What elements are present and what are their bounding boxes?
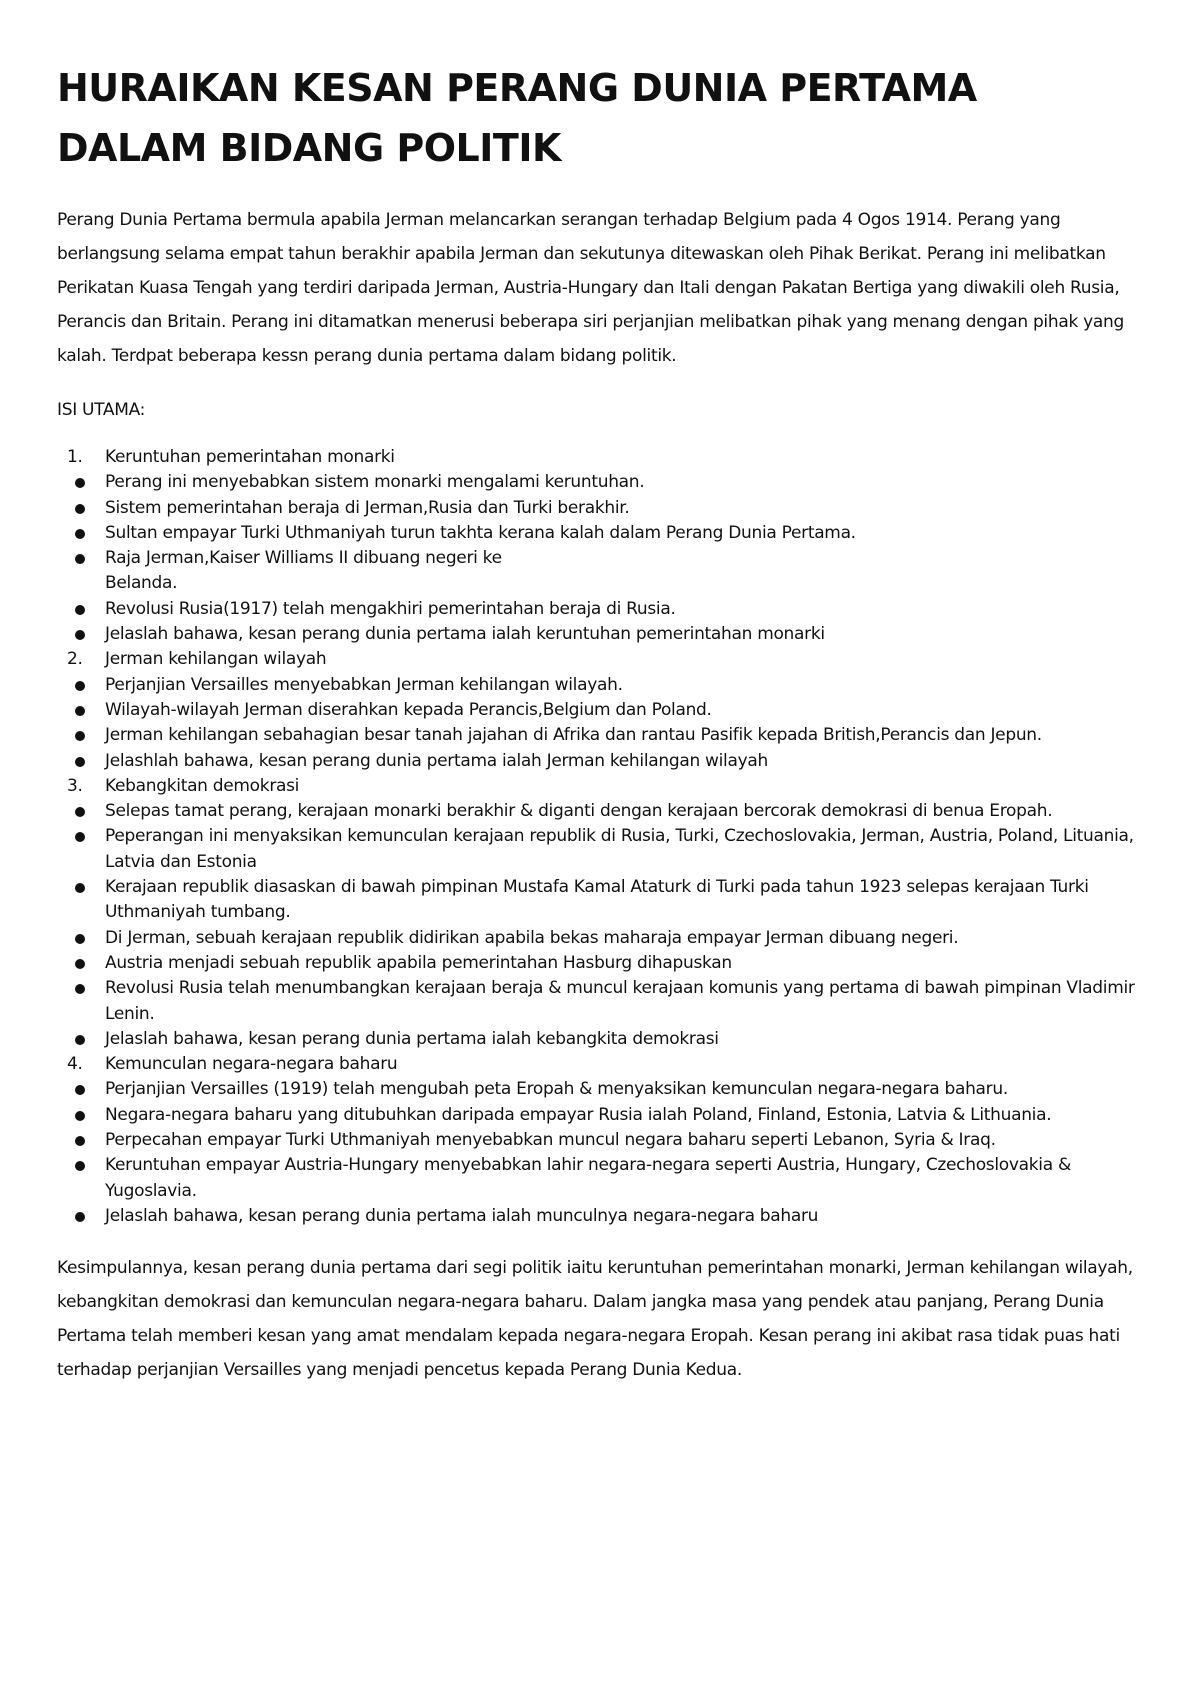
main-points-heading: ISI UTAMA: [57,400,146,420]
intro-paragraph: Perang Dunia Pertama bermula apabila Jerman melancarkan serangan terhadap Belgium pada 4 Ogos 1914. Perang yang berlangsung selama empat tahun berakhir apabila Jerman dan sekutunya ditewaskan oleh Pihak Berikat. Perang ini melibatkan Perikatan Kuasa Tengah yang terdiri daripada Jerman, Austria-Hungary dan Itali dengan Pakatan Bertiga yang diwakili oleh Rusia, Perancis dan Britain. Perang ini ditamatkan menerusi beberapa siri perjanjian melibatkan pihak yang menang dengan pihak yang kalah. Terdpat beberapa kessn perang dunia pertama dalam bidang politik. [57,210,1124,366]
bullet-icon [75,504,85,514]
bullet-text: Selepas tamat perang, kerajaan monarki berakhir & diganti dengan kerajaan bercorak demokrasi di benua Eropah. [105,801,1053,822]
section-heading-text: Kemunculan negara-negara baharu [105,1054,398,1075]
bullet-icon [75,1035,85,1045]
bullet-text: Raja Jerman,Kaiser Williams II dibuang negeri ke Belanda. [105,548,502,594]
title-line-2: DALAM BIDANG POLITIK [57,126,561,170]
bullet-text: Kerajaan republik diasaskan di bawah pimpinan Mustafa Kamal Ataturk di Turki pada tahun 1923 selepas kerajaan Turki Uthmaniyah tumbang. [105,877,1089,923]
bullet-icon [75,554,85,564]
bullet-icon [75,1212,85,1222]
bullet-icon [75,706,85,716]
section-number: 1. [67,447,83,467]
bullet-icon [75,605,85,615]
bullet-text: Jelaslah bahawa, kesan perang dunia pertama ialah kebangkita demokrasi [105,1028,719,1049]
bullet-text: Di Jerman, sebuah kerajaan republik didirikan apabila bekas maharaja empayar Jerman dibuang negeri. [105,927,959,948]
bullet-point [57,976,1157,1027]
bullet-point [57,496,1157,521]
bullet-icon [75,529,85,539]
bullet-icon [75,630,85,640]
section-number: 4. [67,1054,83,1075]
bullet-text: Keruntuhan empayar Austria-Hungary menyebabkan lahir negara-negara seperti Austria, Hungary, Czechoslovakia & Yugoslavia. [105,1155,1071,1201]
bullet-point [57,951,1157,976]
bullet-point [57,1027,1157,1052]
bullet-icon [75,1085,85,1095]
bullet-icon [75,934,85,944]
bullet-point [57,1153,1157,1204]
bullet-point [57,1128,1157,1153]
bullet-point [57,470,1157,495]
bullet-point [57,622,1157,647]
section-number: 3. [67,775,83,796]
bullet-point [57,673,1157,698]
bullet-text: Revolusi Rusia(1917) telah mengakhiri pemerintahan beraja di Rusia. [105,598,676,619]
bullet-text: Perjanjian Versailles (1919) telah mengubah peta Eropah & menyaksikan kemunculan negara-negara baharu. [105,1079,1008,1100]
bullet-icon [75,832,85,842]
bullet-text: Jelaslah bahawa, kesan perang dunia pertama ialah keruntuhan pemerintahan monarki [105,624,825,645]
document-title [57,58,1157,178]
bullet-text: Sultan empayar Turki Uthmaniyah turun takhta kerana kalah dalam Perang Dunia Pertama. [105,522,856,543]
bullet-icon [75,984,85,994]
bullet-point [57,698,1157,723]
bullet-icon [75,807,85,817]
section-heading-text: Keruntuhan pemerintahan monarki [105,447,395,467]
bullet-text: Perpecahan empayar Turki Uthmaniyah menyebabkan muncul negara baharu seperti Lebanon, Syria & Iraq. [105,1130,996,1151]
section-heading-text: Jerman kehilangan wilayah [105,649,327,670]
bullet-icon [75,883,85,893]
bullet-icon [75,681,85,691]
section-heading-text: Kebangkitan demokrasi [105,775,300,796]
bullet-icon [75,731,85,741]
bullet-text: Jelashlah bahawa, kesan perang dunia pertama ialah Jerman kehilangan wilayah [105,750,768,771]
document-page [57,58,1157,1387]
section-heading [57,1052,1157,1077]
section-heading [57,647,1157,672]
bullet-point [57,749,1157,774]
bullet-text: Peperangan ini menyaksikan kemunculan kerajaan republik di Rusia, Turki, Czechoslovakia, Jerman, Austria, Poland, Lituania, Latvia dan Estonia [105,826,1134,872]
main-points-list [57,445,1157,1229]
title-line-1: HURAIKAN KESAN PERANG DUNIA PERTAMA [57,66,977,110]
bullet-text: Perjanjian Versailles menyebabkan Jerman kehilangan wilayah. [105,674,623,695]
section-heading [57,445,1157,470]
bullet-text: Jelaslah bahawa, kesan perang dunia pertama ialah munculnya negara-negara baharu [105,1205,819,1226]
bullet-icon [75,1136,85,1146]
bullet-point [57,723,1157,748]
bullet-icon [75,1161,85,1171]
bullet-point [57,875,1157,926]
bullet-icon [75,757,85,767]
bullet-icon [75,1111,85,1121]
bullet-text: Austria menjadi sebuah republik apabila pemerintahan Hasburg dihapuskan [105,952,732,973]
bullet-point [57,799,1157,824]
bullet-point [57,926,1157,951]
bullet-icon [75,478,85,488]
bullet-point [57,1077,1157,1102]
bullet-text: Wilayah-wilayah Jerman diserahkan kepada Perancis,Belgium dan Poland. [105,699,712,720]
bullet-point [57,546,1157,597]
bullet-point [57,597,1157,622]
bullet-icon [75,959,85,969]
section-heading [57,774,1157,799]
bullet-point [57,521,1157,546]
bullet-text: Jerman kehilangan sebahagian besar tanah jajahan di Afrika dan rantau Pasifik kepada British,Perancis dan Jepun. [105,725,1042,746]
bullet-point [57,824,1157,875]
bullet-text: Negara-negara baharu yang ditubuhkan daripada empayar Rusia ialah Poland, Finland, Estonia, Latvia & Lithuania. [105,1104,1052,1125]
bullet-text: Sistem pemerintahan beraja di Jerman,Rusia dan Turki berakhir. [105,497,630,518]
bullet-point [57,1103,1157,1128]
bullet-text: Perang ini menyebabkan sistem monarki mengalami keruntuhan. [105,472,645,493]
conclusion-paragraph: Kesimpulannya, kesan perang dunia pertama dari segi politik iaitu keruntuhan pemerintahan monarki, Jerman kehilangan wilayah, kebangkitan demokrasi dan kemunculan negara-negara baharu. Dalam jangka masa yang pendek atau panjang, Perang Dunia Pertama telah memberi kesan yang amat mendalam kepada negara-negara Eropah. Kesan perang ini akibat rasa tidak puas hati terhadap perjanjian Versailles yang menjadi pencetus kepada Perang Dunia Kedua. [57,1258,1133,1381]
bullet-point [57,1204,1157,1229]
bullet-text: Revolusi Rusia telah menumbangkan kerajaan beraja & muncul kerajaan komunis yang pertama di bawah pimpinan Vladimir Lenin. [105,978,1135,1024]
section-number: 2. [67,649,83,670]
